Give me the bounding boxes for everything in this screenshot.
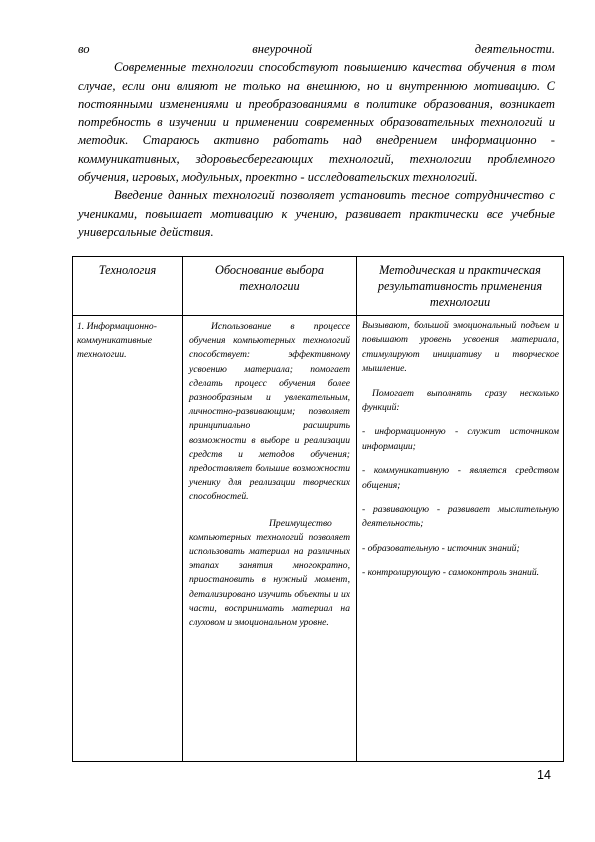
results-item-developing: - развивающую - развивает мыслительную деятельность; (362, 504, 559, 530)
results-item-informational: - информационную - служит источником информации; (362, 426, 559, 452)
header-technology: Технология (73, 257, 183, 316)
intro-paragraph-1: Современные технологии способствуют повышению качества обучения в том случае, если они влияют не только на внешнюю, но и внутреннюю мотивацию. С постоянными изменениями и преобразованиями в политике образования, возникает потребность в изучении и применении современных образовательных технологий и методик. Стараюсь активно работать над внедрением информационно - коммуникативных, здоровьесберегающих технологий, технологии проблемного обучения, игровых, модульных, проектно - исследовательских технологий. (78, 60, 555, 185)
intro-text (78, 40, 555, 241)
results-paragraph-2: Помогает выполнять сразу несколько функций: (362, 387, 559, 414)
cell-results (357, 316, 564, 762)
technology-name: 1. Информационно-коммуникативные технологии. (77, 321, 157, 360)
rationale-paragraph-1: Использование в процессе обучения компьютерных технологий способствует: эффективному усвоению материала; помогает сделать процесс обучения более разнообразным и увлекательным, личностно-развивающим; позволяет принципиально расширить возможности в выборе и реализации средств и методов обучения; предоставляет большие возможности ученику для реализации творческих способностей. (189, 321, 350, 503)
intro-first-line: во внеурочной деятельности. (78, 42, 555, 56)
technology-table (72, 256, 564, 762)
results-item-communicative: - коммуникативную - является средством общения; (362, 465, 559, 491)
rationale-paragraph-2: Преимущество компьютерных технологий позволяет использовать материал на различных этапах занятия многократно, приостановить в нужный момент, детализировано изучить объекты и их части, воспринимать материал на слуховом и эмоциональном уровне. (189, 517, 350, 629)
results-paragraph-1: Вызывают, большой эмоциональный подъем и повышают уровень усвоения материала, стимулируют инициативу и творческое мышление. (362, 320, 559, 375)
table-row (73, 316, 564, 762)
header-rationale: Обоснование выбора технологии (183, 257, 357, 316)
header-results: Методическая и практическая результативность применения технологии (357, 257, 564, 316)
intro-paragraph-2: Введение данных технологий позволяет установить тесное сотрудничество с учениками, повышает мотивацию к учению, развивает практически все учебные универсальные действия. (78, 188, 555, 239)
table-header-row (73, 257, 564, 316)
results-item-educational: - образовательную - источник знаний; (362, 542, 520, 554)
page-number: 14 (537, 768, 551, 782)
cell-rationale (183, 316, 357, 762)
cell-technology (73, 316, 183, 762)
results-item-controlling: - контролирующую - самоконтроль знаний. (362, 567, 540, 579)
